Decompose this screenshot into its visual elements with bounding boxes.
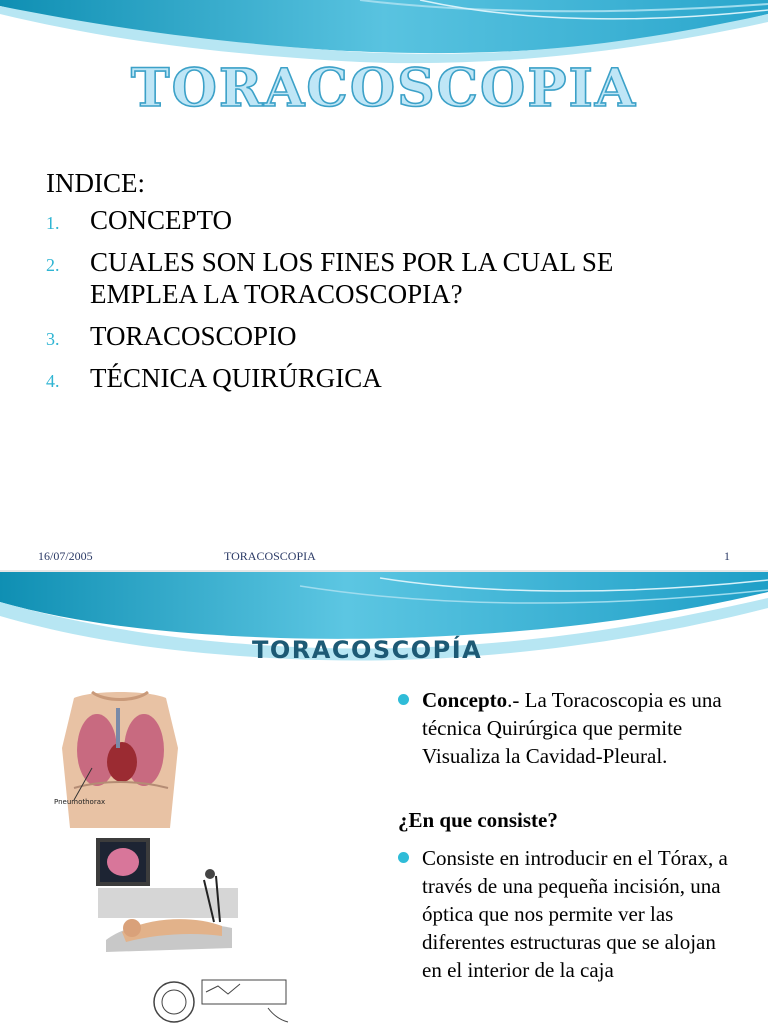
index-item bbox=[46, 362, 686, 394]
footer-title: TORACOSCOPIA bbox=[224, 549, 316, 563]
consiste-text: Consiste en introducir en el Tórax, a través de una pequeña incisión, una óptica que nos permite ver las diferentes estructuras que se alojan en el interior de la caja bbox=[422, 846, 728, 982]
surgery-illustration bbox=[92, 836, 244, 968]
index-heading: INDICE: bbox=[46, 168, 145, 198]
footer-date: 16/07/2005 bbox=[38, 549, 93, 563]
item-text: TORACOSCOPIO bbox=[90, 321, 297, 351]
figure-label: Pneumothorax bbox=[54, 798, 106, 806]
concept-bullet bbox=[398, 686, 738, 770]
index-item bbox=[46, 204, 686, 236]
thorax-drawing bbox=[52, 688, 188, 828]
item-text: CONCEPTO bbox=[90, 205, 233, 235]
consiste-bullet bbox=[398, 844, 738, 984]
sketch-drawing bbox=[148, 972, 292, 1024]
subheading: ¿En que consiste? bbox=[398, 808, 558, 832]
content-text bbox=[398, 686, 738, 984]
index-list bbox=[46, 204, 686, 404]
slide-title: TORACOSCOPIA bbox=[130, 58, 638, 119]
bullet-icon bbox=[398, 694, 409, 705]
item-number: 4. bbox=[46, 371, 60, 391]
concept-term: Concepto bbox=[422, 688, 508, 712]
bullet-icon bbox=[398, 852, 409, 863]
sketch-illustration bbox=[148, 972, 292, 1024]
index-item bbox=[46, 246, 686, 310]
item-number: 1. bbox=[46, 213, 60, 233]
slide-title: TORACOSCOPÍA bbox=[252, 636, 483, 664]
thorax-illustration bbox=[52, 688, 188, 828]
index-item bbox=[46, 320, 686, 352]
item-text: CUALES SON LOS FINES POR LA CUAL SE EMPLEA LA TORACOSCOPIA? bbox=[90, 247, 614, 309]
slide-2 bbox=[0, 572, 768, 1024]
item-text: TÉCNICA QUIRÚRGICA bbox=[90, 363, 382, 393]
surgery-drawing bbox=[92, 836, 244, 968]
item-number: 2. bbox=[46, 255, 60, 275]
footer-page-number: 1 bbox=[724, 549, 730, 563]
concept-text: .- La Toracoscopia es una técnica Quirúrgica que permite Visualiza la Cavidad-Pleural. bbox=[422, 688, 722, 768]
item-number: 3. bbox=[46, 329, 60, 349]
